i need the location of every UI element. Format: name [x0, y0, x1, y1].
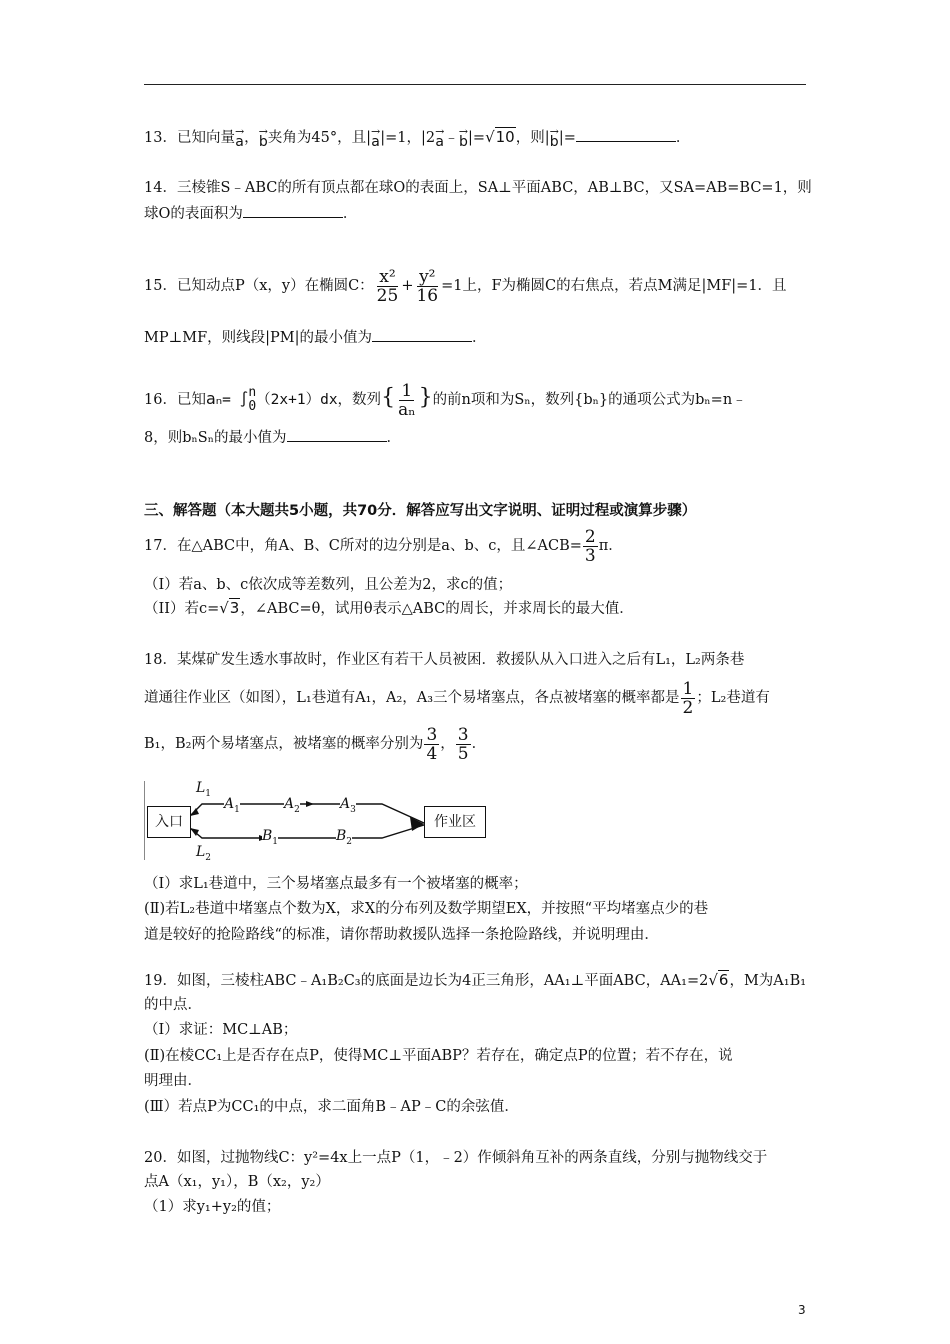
q17-prefix: 17．在△ABC中，角A、B、C所对的边分别是a、b、c，且∠ACB= — [144, 538, 582, 554]
q16-end: ． — [386, 430, 401, 446]
question-18-part1: （Ⅰ）求L₁巷道中，三个易堵塞点最多有一个被堵塞的概率； — [144, 876, 528, 892]
vector-a-2: → a — [370, 125, 381, 150]
vector-b-2: → b — [458, 125, 469, 150]
work-area-box: 作业区 — [424, 806, 486, 838]
q14-end: ． — [342, 206, 358, 222]
question-18-line3 — [144, 722, 486, 766]
fraction-1-over-an: $\frac{1}{\text{aₙ}}$ — [398, 380, 416, 420]
question-19-part2-line1: (Ⅱ)在棱CC₁上是否存在点P，使得MC⊥平面ABP？若存在，确定点P的位置；若不存在，说 — [144, 1048, 733, 1064]
q16-an: aₙ — [205, 389, 223, 408]
q15-prefix: 15．已知动点P（x，y）在椭圆C： — [144, 278, 374, 294]
entrance-box: 入口 — [147, 806, 191, 838]
q18-line3-end: ． — [471, 736, 487, 752]
fraction-3-5: $\frac{3}{5}$ — [457, 724, 469, 764]
sqrt-6: √6 — [708, 971, 729, 989]
q18-line2-suffix: ；L₂巷道有 — [696, 690, 770, 706]
label-L1: $L_1$ — [196, 780, 212, 799]
question-18-part2-line1: (Ⅱ)若L₂巷道中堵塞点个数为X，求X的分布列及数学期望EX，并按照“平均堵塞点少的巷 — [144, 901, 709, 917]
answer-blank-15[interactable] — [372, 327, 472, 342]
q15-end: ． — [472, 330, 487, 346]
q14-line2-text: 球O的表面积为 — [144, 206, 243, 222]
question-14-line2 — [144, 203, 357, 224]
q16-integrand: （2x+1）dx，数列 — [256, 392, 382, 408]
question-19-line1 — [144, 970, 806, 991]
q16-line2-text: 8，则bₙSₙ的最小值为 — [144, 430, 287, 446]
vector-a: → a — [234, 125, 245, 150]
q16-integral: = ∫ — [222, 392, 249, 408]
question-17-line1 — [144, 524, 623, 568]
label-A3: $A_3$ — [340, 796, 356, 815]
q13-mod1: |=1，|2 — [380, 130, 436, 146]
label-A1: $A_1$ — [224, 796, 240, 815]
section-heading: 三、解答题（本大题共5小题，共70分．解答应写出文字说明、证明过程或演算步骤） — [144, 503, 697, 519]
question-19-part1: （Ⅰ）求证：MC⊥AB； — [144, 1022, 298, 1038]
question-20-part1: （1）求y₁+y₂的值； — [144, 1199, 281, 1215]
label-A2: $A_2$ — [284, 796, 300, 815]
q13-mod2: |= — [468, 130, 486, 146]
sqrt-3: √3 — [219, 599, 240, 617]
question-19-line2: 的中点． — [144, 997, 202, 1013]
q18-line2-prefix: 道通往作业区（如图），L₁巷道有A₁，A₂，A₃三个易堵塞点，各点被堵塞的概率都是 — [144, 690, 680, 706]
header-rule — [144, 84, 806, 85]
question-18-line1: 18．某煤矿发生透水事故时，作业区有若干人员被困．救援队从入口进入之后有L₁，L₂两条巷 — [144, 652, 745, 668]
fraction-y2-16: $\frac{\text{y²}}{16}$ — [416, 266, 439, 306]
answer-blank-13[interactable] — [576, 127, 676, 142]
label-L2: $L_2$ — [196, 844, 212, 863]
q18-sep: ， — [440, 736, 455, 752]
q16-prefix: 16．已知 — [144, 392, 206, 408]
question-18-line2 — [144, 676, 770, 720]
question-20-line1: 20．如图，过抛物线C：y²=4x上一点P（1，﹣2）作倾斜角互补的两条直线，分别与抛物线交于 — [144, 1150, 768, 1166]
question-20-line2: 点A（x₁，y₁），B（x₂，y₂） — [144, 1174, 330, 1190]
fraction-3-4: $\frac{3}{4}$ — [426, 724, 438, 764]
question-17-part2 — [144, 598, 634, 619]
q19-line1-prefix: 19．如图，三棱柱ABC﹣A₁B₂C₃的底面是边长为4正三角形，AA₁⊥平面ABC，AA₁=2 — [144, 973, 709, 989]
sqrt-10: √10 — [485, 128, 515, 146]
q15-plus: + — [401, 278, 414, 294]
answer-blank-14[interactable] — [243, 203, 343, 218]
question-16-line2 — [144, 427, 401, 448]
q18-line3-prefix: B₁，B₂两个易堵塞点，被堵塞的概率分别为 — [144, 736, 424, 752]
q15-line2-text: MP⊥MF，则线段|PM|的最小值为 — [144, 330, 373, 346]
page-number: 3 — [798, 1303, 806, 1317]
vector-a-3: → a — [435, 125, 445, 150]
q13-comma: ， — [244, 130, 259, 146]
answer-blank-16[interactable] — [287, 427, 387, 442]
label-B1: $B_1$ — [262, 828, 279, 847]
route-L2 — [190, 825, 424, 838]
q19-line1-suffix: ，M为A₁B₁ — [729, 973, 807, 989]
q17-part2-suffix: ，∠ABC=θ，试用θ表示△ABC的周长，并求周长的最大值． — [240, 601, 634, 617]
q13-tail: |= — [558, 130, 576, 146]
tunnel-diagram — [144, 776, 494, 872]
question-16-line1: 16．已知aₙ= ∫ n 0 （2x+1）dx，数列{ $\frac{1}{\text{aₙ}}$ }的前n项和为Sₙ，数列{bₙ}的通项公式为bₙ=n﹣ — [144, 380, 747, 420]
q15-suffix: =1上，F为椭圆C的右焦点，若点M满足|MF|=1．且 — [441, 278, 787, 294]
fraction-1-2: $\frac{1}{2}$ — [682, 678, 694, 718]
question-15-line1 — [144, 264, 787, 308]
arrowhead-A2-A3 — [306, 801, 314, 807]
vector-b-3: → b — [549, 125, 559, 150]
q17-suffix: π． — [598, 538, 623, 554]
label-B2: $B_2$ — [336, 828, 353, 847]
question-19-part2-line2: 明理由． — [144, 1073, 202, 1089]
question-14-line1: 14．三棱锥S﹣ABC的所有顶点都在球O的表面上，SA⊥平面ABC，AB⊥BC，又SA=AB=BC=1，则 — [144, 180, 812, 196]
q13-then: ，则| — [515, 130, 550, 146]
q13-prefix: 13．已知向量 — [144, 130, 235, 146]
q17-part2-prefix: （II）若c= — [144, 601, 220, 617]
fraction-x2-25: $\frac{\text{x²}}{25}$ — [376, 266, 399, 306]
integral-limits: n 0 — [248, 385, 257, 414]
question-19-part3: (Ⅲ）若点P为CC₁的中点，求二面角B﹣AP﹣C的余弦值． — [144, 1099, 519, 1115]
q16-suffix: 的前n项和为Sₙ，数列{bₙ}的通项公式为bₙ=n﹣ — [432, 392, 747, 408]
q13-end: ． — [675, 130, 691, 146]
question-13 — [144, 127, 690, 149]
question-17-part1: （I）若a、b、c依次成等差数列，且公差为2，求c的值； — [144, 577, 513, 593]
fraction-2-3: $\frac{2}{3}$ — [584, 526, 596, 566]
question-18-part2-line2: 道是较好的抢险路线“的标准，请你帮助救援队选择一条抢险路线，并说明理由． — [144, 927, 659, 943]
q13-angle-text: 夹角为45°，且| — [267, 130, 371, 146]
question-15-line2 — [144, 327, 487, 348]
vector-b: → b — [258, 125, 268, 150]
q13-minus: ﹣ — [444, 130, 459, 146]
